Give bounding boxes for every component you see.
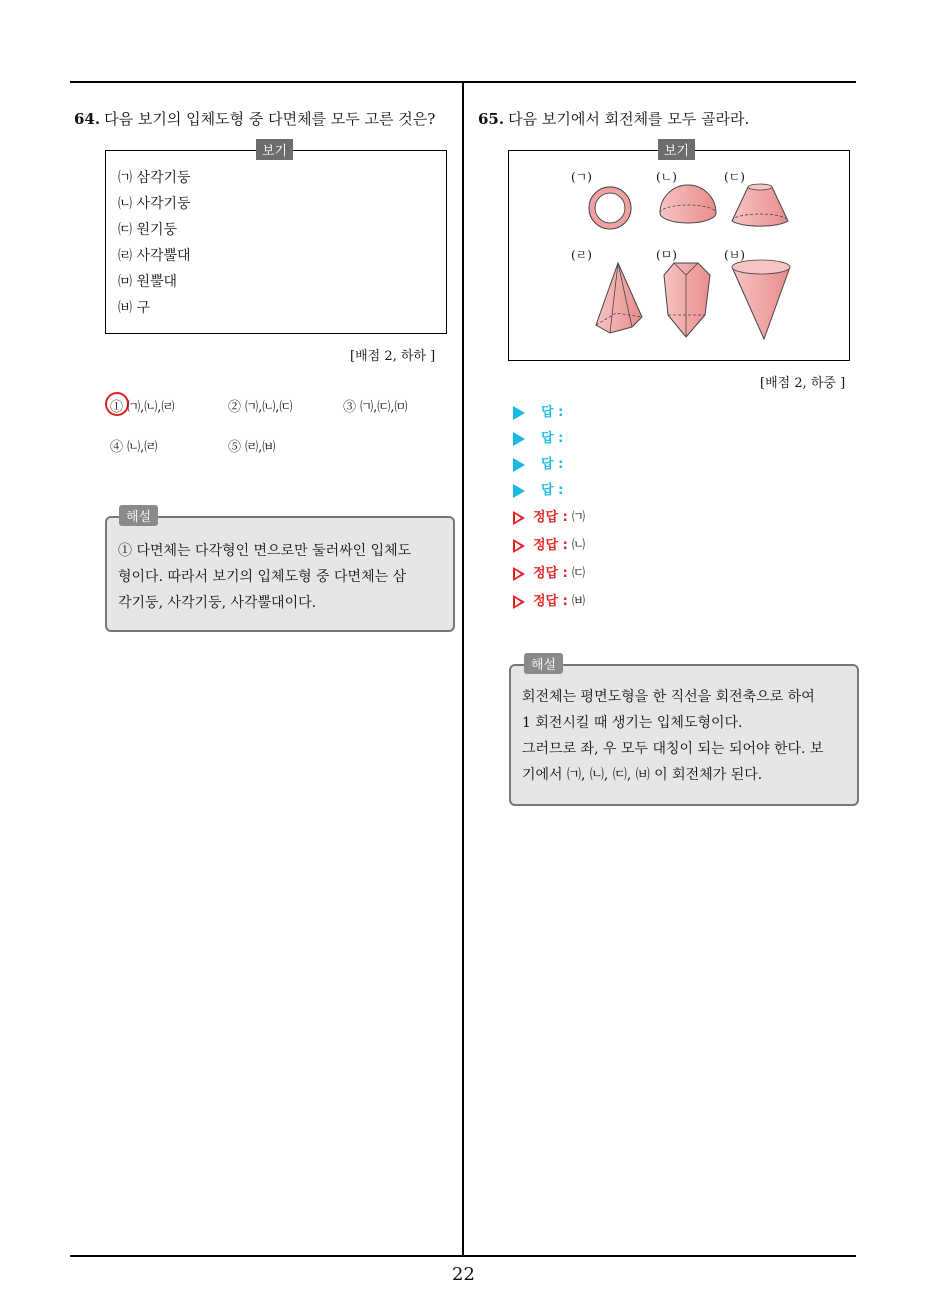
q65-explanation-line: 그러므로 좌, 우 모두 대칭이 되는 되어야 한다. 보 [522, 741, 824, 757]
correct-value: ㈀ [571, 510, 585, 525]
correct-label: 정답 : [533, 594, 568, 609]
q64-title [74, 108, 435, 129]
q64-explanation-line: ① 다면체는 다각형인 면으로만 둘러싸인 입체도 [118, 543, 412, 559]
correct-value: ㈁ [571, 538, 585, 553]
answer-label: 답 : [541, 457, 564, 472]
correct-arrow-icon [513, 567, 525, 581]
answer-row [513, 401, 563, 420]
correct-answer-row [513, 562, 585, 581]
correct-value: ㈅ [571, 594, 585, 609]
correct-answer-row [513, 590, 585, 609]
q64-explanation-line: 형이다. 따라서 보기의 입체도형 중 다면체는 삼 [118, 569, 407, 585]
q64-choice-4[interactable]: ④ ㈁,㈃ [110, 440, 158, 455]
q64-bogi-item: ㈁ 사각기둥 [118, 196, 191, 212]
hemisphere-shape [660, 185, 716, 223]
cone-shape [732, 260, 790, 339]
shape-label-f: (ㅂ) [724, 248, 745, 262]
q64-bogi-item: ㈂ 원기둥 [118, 222, 178, 238]
answer-label: 답 : [541, 483, 564, 498]
correct-answer-row [513, 506, 585, 525]
q65-score: [배점 2, 하중 ] [760, 376, 846, 391]
shape-label-a: (ㄱ) [571, 170, 592, 184]
q64-bogi-item: ㈀ 삼각기둥 [118, 170, 191, 186]
answer-label: 답 : [541, 405, 564, 420]
truncated-cone-shape [732, 184, 788, 226]
shape-label-d: (ㄹ) [571, 248, 592, 262]
q65-text: 다음 보기에서 회전체를 모두 골라라. [508, 110, 750, 128]
q64-explanation-line: 각기둥, 사각기둥, 사각뿔대이다. [118, 595, 317, 611]
q64-bogi-item: ㈃ 사각뿔대 [118, 248, 191, 264]
correct-arrow-icon [513, 511, 525, 525]
q65-explanation-line: 기에서 ㈀, ㈁, ㈂, ㈅ 이 회전체가 된다. [522, 767, 763, 783]
shape-label-c: (ㄷ) [724, 170, 745, 184]
page-number: 22 [452, 1264, 475, 1285]
correct-label: 정답 : [533, 538, 568, 553]
correct-arrow-icon [513, 539, 525, 553]
answer-label: 답 : [541, 431, 564, 446]
q64-choice-5[interactable]: ⑤ ㈃,㈅ [228, 440, 276, 455]
answer-arrow-icon [513, 484, 525, 498]
answer-row [513, 427, 563, 446]
correct-value: ㈂ [571, 566, 585, 581]
q64-bogi-item: ㈄ 원뿔대 [118, 274, 178, 290]
q64-choice-1[interactable]: ① ㈀,㈁,㈃ [110, 400, 175, 415]
answer-arrow-icon [513, 458, 525, 472]
answer-row [513, 453, 563, 472]
answer-arrow-icon [513, 432, 525, 446]
q65-number: 65. [478, 110, 505, 128]
column-divider [462, 81, 464, 1257]
correct-arrow-icon [513, 595, 525, 609]
pyramid-shape [596, 263, 642, 333]
q64-bogi-tag: 보기 [256, 139, 293, 160]
q64-explanation-tag: 해설 [119, 505, 158, 526]
answer-row [513, 479, 563, 498]
shape-label-e: (ㅁ) [656, 248, 677, 262]
q65-bogi-tag: 보기 [658, 139, 695, 160]
q65-explanation-line: 1 회전시킬 때 생기는 입체도형이다. [522, 715, 743, 731]
q65-shapes-figure [560, 175, 800, 345]
q65-explanation-line: 회전체는 평면도형을 한 직선을 회전축으로 하여 [522, 689, 815, 705]
correct-label: 정답 : [533, 566, 568, 581]
answer-arrow-icon [513, 406, 525, 420]
q64-choice-3[interactable]: ③ ㈀,㈂,㈄ [343, 400, 408, 415]
bottom-rule [70, 1255, 856, 1257]
q64-text: 다음 보기의 입체도형 중 다면체를 모두 고른 것은? [104, 110, 436, 128]
torus-shape [589, 187, 631, 229]
q64-score: [배점 2, 하하 ] [350, 349, 436, 364]
correct-answer-row [513, 534, 585, 553]
q65-title [478, 108, 749, 129]
shape-label-b: (ㄴ) [656, 170, 677, 184]
q64-bogi-item: ㈅ 구 [118, 300, 150, 316]
correct-label: 정답 : [533, 510, 568, 525]
q65-explanation-tag: 해설 [524, 653, 563, 674]
prism-shape [664, 263, 710, 337]
q64-number: 64. [74, 110, 101, 128]
q64-choice-2[interactable]: ② ㈀,㈁,㈂ [228, 400, 293, 415]
